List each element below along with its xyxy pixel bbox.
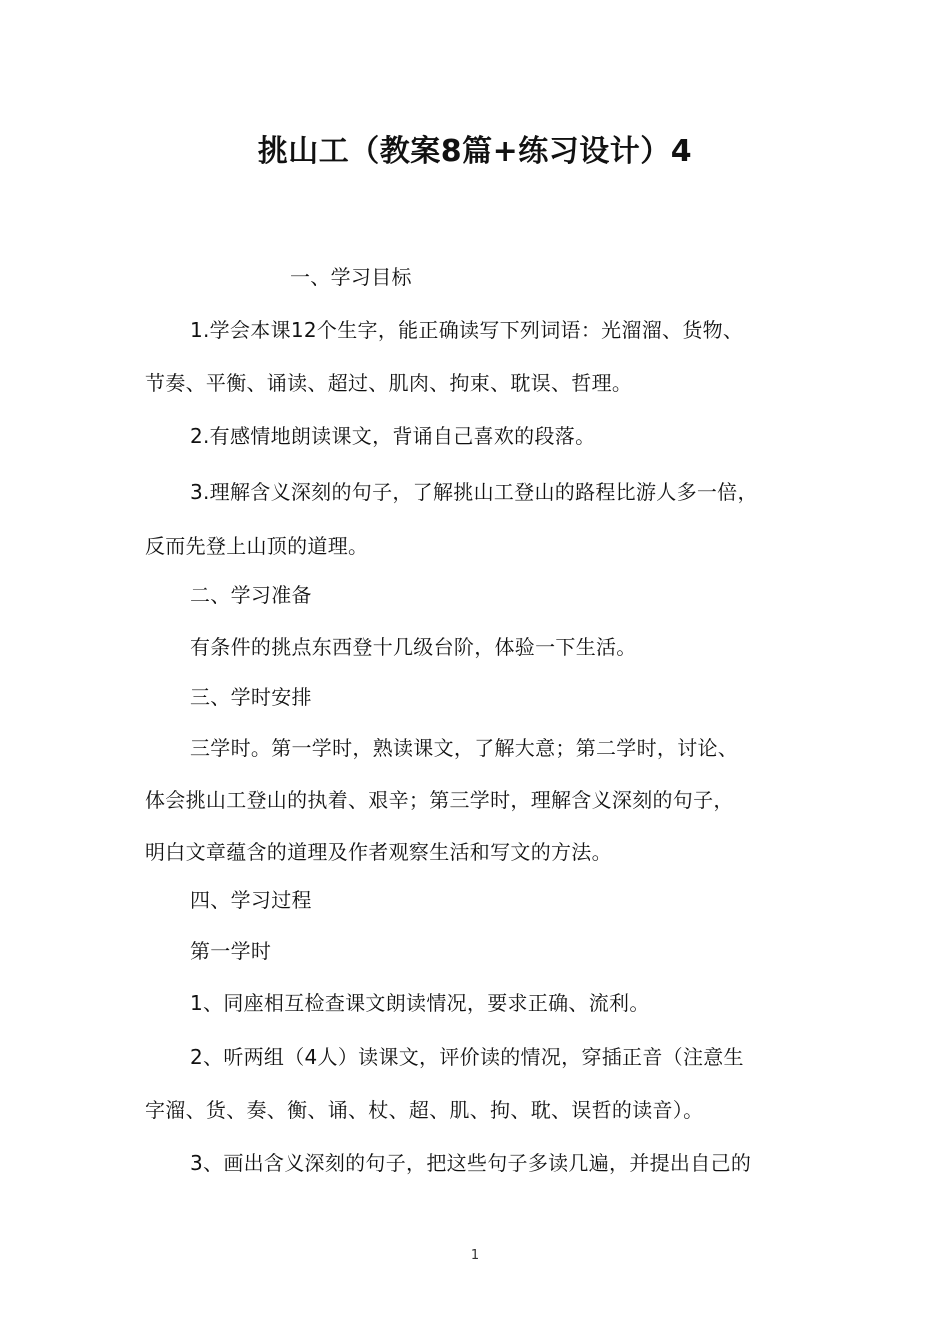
paragraph-line: 体会挑山工登山的执着、艰辛；第三学时，理解含义深刻的句子， [145, 788, 734, 812]
paragraph-line: 3.理解含义深刻的句子，了解挑山工登山的路程比游人多一倍， [190, 480, 758, 504]
paragraph-line: 节奏、平衡、诵读、超过、肌肉、拘束、耽误、哲理。 [145, 371, 633, 395]
section-heading-preparation: 二、学习准备 [190, 583, 312, 607]
subheading-first-session: 第一学时 [190, 939, 272, 963]
section-heading-goals: 一、学习目标 [290, 265, 412, 289]
paragraph-line: 3、画出含义深刻的句子，把这些句子多读几遍，并提出自己的 [190, 1151, 752, 1175]
paragraph-line: 2、听两组（4人）读课文，评价读的情况，穿插正音（注意生 [190, 1045, 744, 1069]
paragraph-line: 有条件的挑点东西登十几级台阶，体验一下生活。 [190, 635, 637, 659]
document-title: 挑山工（教案8篇+练习设计）4 [257, 134, 693, 169]
paragraph-line: 明白文章蕴含的道理及作者观察生活和写文的方法。 [145, 840, 612, 864]
paragraph-line: 1、同座相互检查课文朗读情况，要求正确、流利。 [190, 991, 650, 1015]
section-heading-process: 四、学习过程 [190, 888, 312, 912]
paragraph-line: 反而先登上山顶的道理。 [145, 534, 369, 558]
page-number: 1 [470, 1248, 480, 1263]
paragraph-line: 1.学会本课12个生字，能正确读写下列词语：光溜溜、货物、 [190, 318, 744, 342]
paragraph-line: 2.有感情地朗读课文，背诵自己喜欢的段落。 [190, 424, 596, 448]
paragraph-line: 三学时。第一学时，熟读课文，了解大意；第二学时，讨论、 [190, 736, 739, 760]
section-heading-schedule: 三、学时安排 [190, 685, 312, 709]
paragraph-line: 字溜、货、奏、衡、诵、杖、超、肌、拘、耽、误哲的读音）。 [145, 1098, 704, 1122]
